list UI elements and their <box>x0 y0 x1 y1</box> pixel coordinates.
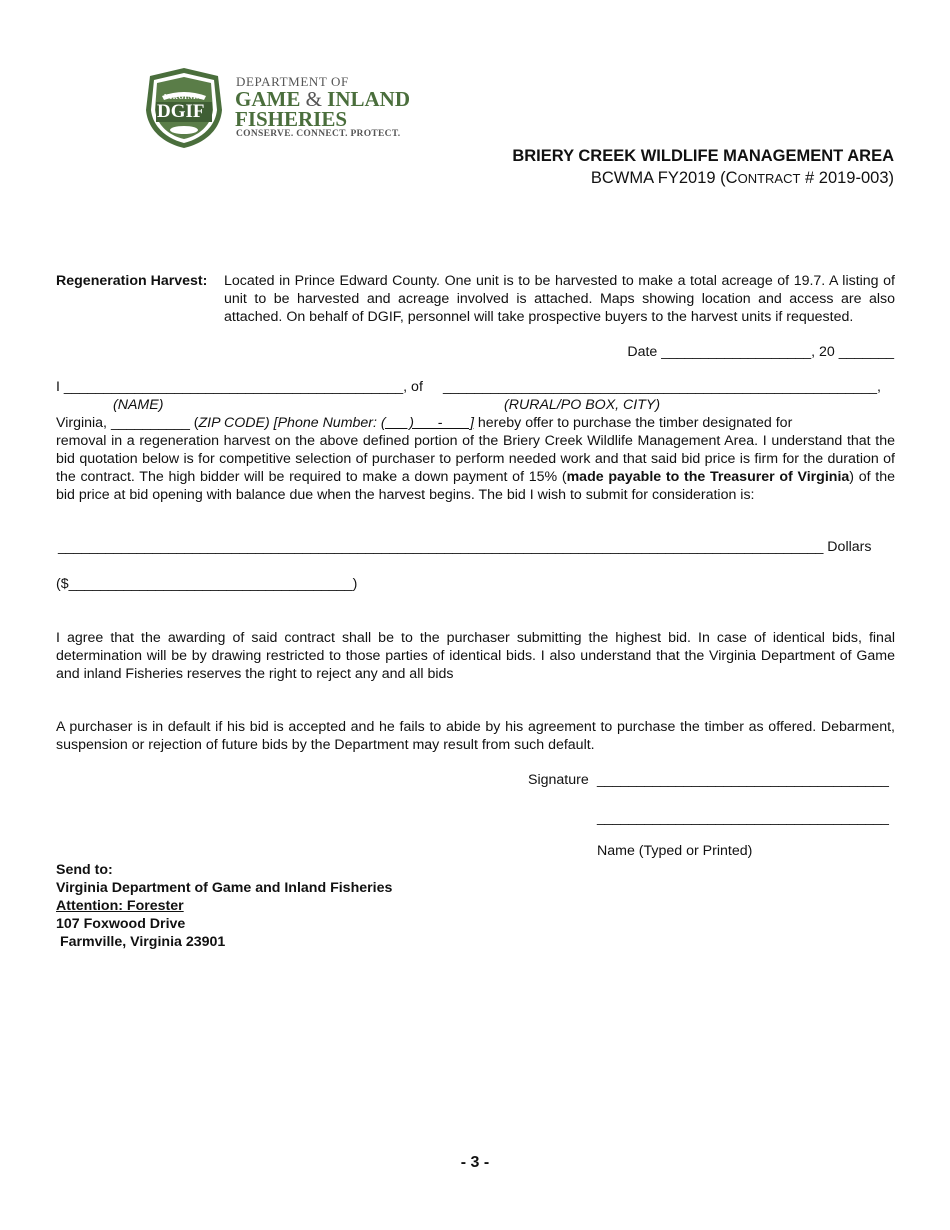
printed-name-caption: Name (Typed or Printed) <box>597 843 753 859</box>
contract-subtitle <box>591 169 894 188</box>
ampersand: & <box>305 87 322 111</box>
name-caption: (NAME) <box>113 397 164 413</box>
subtitle-ontract: ONTRACT <box>737 171 801 186</box>
offer-body <box>56 432 895 504</box>
name-line: I ___________________________________________, of <box>56 379 423 395</box>
phone-blank: ( ) - ] <box>380 415 474 431</box>
tagline-text: CONSERVE. CONNECT. PROTECT. <box>236 129 401 139</box>
dgif-logo <box>142 66 422 150</box>
offer-start: hereby offer to purchase the timber designated for <box>473 415 793 431</box>
seal-virginia-text: VIRGINIA <box>164 93 202 101</box>
offer-body-part2: ) of the bid price at bid opening with balance due when the harvest begins. The bid I wish to submit for consideration is: <box>56 469 895 503</box>
date-line: Date ___________________, 20 _______ <box>627 344 894 360</box>
seal-dgif-text: DGIF <box>157 101 205 122</box>
document-title: BRIERY CREEK WILDLIFE MANAGEMENT AREA <box>512 147 894 165</box>
send-to-block <box>56 861 392 951</box>
dollars-line: _________________________________________________________________________________________________ Dollars <box>58 539 872 555</box>
subtitle-prefix: BCWMA FY2019 ( <box>590 169 726 187</box>
subtitle-suffix: # 2019-003) <box>800 169 894 187</box>
harvest-label: Regeneration Harvest: <box>56 273 208 289</box>
zip-phone-line <box>56 414 792 432</box>
send-to-city: Farmville, Virginia 23901 <box>56 934 226 950</box>
address-caption: (RURAL/PO BOX, CITY) <box>504 397 661 413</box>
harvest-text: Located in Prince Edward County. One unit is to be harvested to make a total acreage of 19.7. A listing of unit to be harvested and acreage involved is attached. Maps showing location and access are also attached. On behalf of DGIF, personnel will take prospective buyers to the harvest units if requested. <box>224 273 895 325</box>
printed-name-line: _____________________________________ <box>597 810 889 826</box>
inland-word: INLAND <box>327 87 411 111</box>
dept-of-text: DEPARTMENT OF <box>236 74 349 89</box>
page-number: - 3 - <box>460 1154 490 1171</box>
fisheries-text: FISHERIES <box>235 107 348 131</box>
zip-caption: ZIP CODE) [Phone Number: <box>198 415 381 431</box>
send-to-label: Send to: <box>56 862 113 878</box>
signature-line: _____________________________________ <box>597 772 889 788</box>
signature-label: Signature <box>528 772 589 788</box>
payable-to: made payable to the Treasurer of Virginia <box>566 469 850 485</box>
game-word: GAME <box>235 87 301 111</box>
send-to-attention: Attention: Forester <box>56 898 184 914</box>
offer-body-part1: removal in a regeneration harvest on the above defined portion of the Briery Creek Wildlife Management Area. I understand that the bid quotation below is for competitive selection of purchaser to perform needed work and that said bid price is firm for the duration of the contract. The high bidder will be required to make a down payment of 15% ( <box>56 433 895 485</box>
virginia-zip-blank: Virginia, __________ ( <box>56 415 199 431</box>
default-paragraph: A purchaser is in default if his bid is accepted and he fails to abide by his agreement to purchase the timber as offered. Debarment, suspension or rejection of future bids by the Department may result from such default. <box>56 719 895 753</box>
address-line: _______________________________________________________, <box>443 379 881 395</box>
amount-line: ($____________________________________) <box>56 576 358 592</box>
subtitle-c: C <box>725 169 738 187</box>
agreement-paragraph: I agree that the awarding of said contract shall be to the purchaser submitting the highest bid. In case of identical bids, final determination will be by drawing restricted to those parties of identical bids. I also understand that the Virginia Department of Game and inland Fisheries reserves the right to reject any and all bids <box>56 630 895 682</box>
send-to-street: 107 Foxwood Drive <box>56 916 186 932</box>
send-to-org: Virginia Department of Game and Inland Fisheries <box>56 880 393 896</box>
